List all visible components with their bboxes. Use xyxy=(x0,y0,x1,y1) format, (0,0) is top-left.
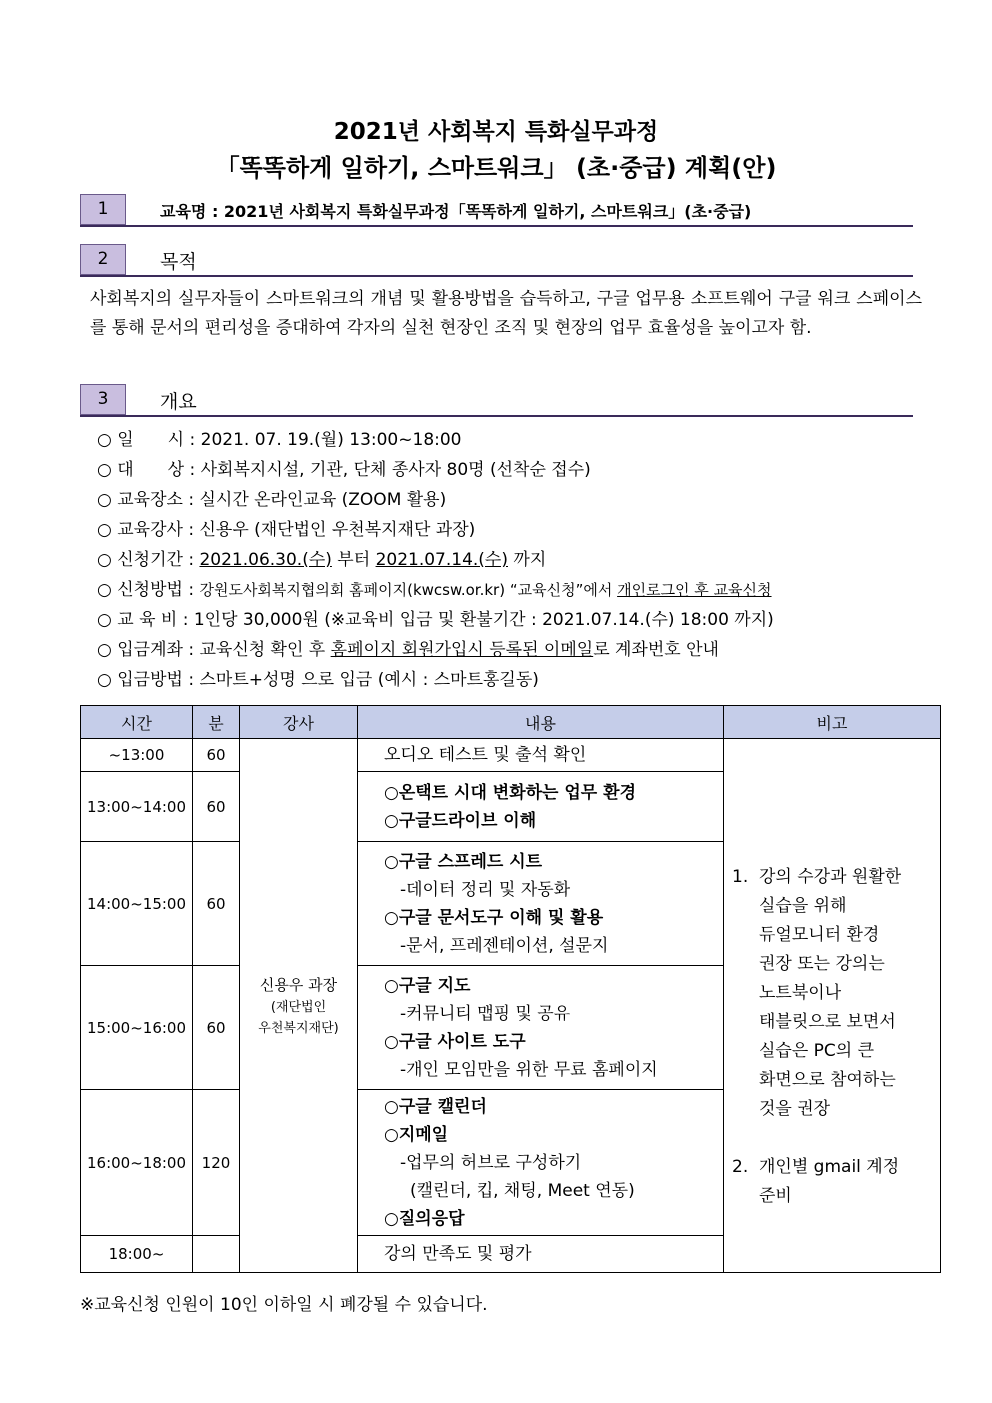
section-1-header xyxy=(80,194,913,227)
section-title: 목적 xyxy=(160,251,197,273)
cell-minutes: 120 xyxy=(193,1090,240,1236)
cell-content: 오디오 테스트 및 출석 확인 xyxy=(358,739,724,772)
header-content: 내용 xyxy=(358,706,724,739)
lecturer-org: 우천복지재단) xyxy=(258,1020,339,1036)
cell-minutes: 60 xyxy=(193,739,240,772)
header-note: 비고 xyxy=(724,706,941,739)
overview-method: ○ 신청방법 : 강원도사회복지협의회 홈페이지(kwcsw.or.kr) “교육신청”에서 개인로그인 후 교육신청 xyxy=(97,580,772,600)
cell-time: ~13:00 xyxy=(81,739,193,772)
section-2-header xyxy=(80,244,913,277)
cell-minutes xyxy=(193,1236,240,1273)
header-lecturer: 강사 xyxy=(240,706,358,739)
overview-target: ○ 대 상 : 사회복지시설, 기관, 단체 종사자 80명 (선착순 접수) xyxy=(97,460,591,480)
cell-lecturer xyxy=(240,739,358,1273)
overview-list xyxy=(97,425,774,695)
table-header-row xyxy=(81,706,941,739)
section-number: 3 xyxy=(80,384,126,415)
cell-content: ○온택트 시대 변화하는 업무 환경 ○구글드라이브 이해 xyxy=(358,772,724,842)
lecturer-org: (재단법인 xyxy=(270,999,327,1015)
note-item-1: 1. 강의 수강과 원활한 실습을 위해 듀얼모니터 환경 권장 또는 강의는 노트북이나 태블릿으로 보면서 실습은 PC의 큰 화면으로 참여하는 것을 권장 xyxy=(732,867,902,1119)
note-item-2: 2. 개인별 gmail 계정 준비 xyxy=(732,1157,900,1206)
cell-content: 강의 만족도 및 평가 xyxy=(358,1236,724,1273)
overview-account: ○ 입금계좌 : 교육신청 확인 후 홈페이지 회원가입시 등록된 이메일로 계좌번호 안내 xyxy=(97,640,719,660)
overview-lecturer: ○ 교육강사 : 신용우 (재단법인 우천복지재단 과장) xyxy=(97,520,476,540)
section-number: 2 xyxy=(80,244,126,275)
document-title-line2: 「똑똑하게 일하기, 스마트워크」 (초·중급) 계획(안) xyxy=(215,154,777,182)
cell-note xyxy=(724,739,941,1273)
cell-minutes: 60 xyxy=(193,842,240,966)
cell-time: 14:00~15:00 xyxy=(81,842,193,966)
lecturer-name: 신용우 과장 xyxy=(259,975,338,994)
document-title-line1: 2021년 사회복지 특화실무과정 xyxy=(333,119,659,145)
cell-time: 18:00~ xyxy=(81,1236,193,1273)
overview-fee: ○ 교 육 비 : 1인당 30,000원 (※교육비 입금 및 환불기간 : 2021.07.14.(수) 18:00 까지) xyxy=(97,610,774,630)
cell-time: 16:00~18:00 xyxy=(81,1090,193,1236)
header-time: 시간 xyxy=(81,706,193,739)
section-title: 개요 xyxy=(160,391,197,413)
cell-minutes: 60 xyxy=(193,966,240,1090)
section-3-header xyxy=(80,384,913,417)
cell-content: ○구글 캘린더 ○지메일 -업무의 허브로 구성하기 (캘린더, 킵, 채팅, Meet 연동) ○질의응답 xyxy=(358,1090,724,1236)
overview-period: ○ 신청기간 : 2021.06.30.(수) 부터 2021.07.14.(수) 까지 xyxy=(97,550,547,570)
cell-time: 13:00~14:00 xyxy=(81,772,193,842)
cell-minutes: 60 xyxy=(193,772,240,842)
header-minutes: 분 xyxy=(193,706,240,739)
overview-place: ○ 교육장소 : 실시간 온라인교육 (ZOOM 활용) xyxy=(97,490,447,510)
table-row xyxy=(81,739,941,772)
purpose-text: 사회복지의 실무자들이 스마트워크의 개념 및 활용방법을 습득하고, 구글 업무용 소프트웨어 구글 워크 스페이스를 통해 문서의 편리성을 증대하여 각자의 실천 현장인 조직 및 현장의 업무 효율성을 높이고자 함. xyxy=(90,289,922,338)
overview-date: ○ 일 시 : 2021. 07. 19.(월) 13:00~18:00 xyxy=(97,430,462,450)
schedule-table xyxy=(80,705,941,1273)
cell-time: 15:00~16:00 xyxy=(81,966,193,1090)
section-number: 1 xyxy=(80,194,126,225)
cell-content: ○구글 지도 -커뮤니티 맵핑 및 공유 ○구글 사이트 도구 -개인 모임만을 위한 무료 홈페이지 xyxy=(358,966,724,1090)
cell-content: ○구글 스프레드 시트 -데이터 정리 및 자동화 ○구글 문서도구 이해 및 활용 -문서, 프레젠테이션, 설문지 xyxy=(358,842,724,966)
footer-note: ※교육신청 인원이 10인 이하일 시 폐강될 수 있습니다. xyxy=(80,1295,488,1315)
section-title: 교육명 : 2021년 사회복지 특화실무과정「똑똑하게 일하기, 스마트워크」(초·중급) xyxy=(160,202,752,221)
overview-deposit: ○ 입금방법 : 스마트+성명 으로 입금 (예시 : 스마트홍길동) xyxy=(97,670,539,690)
